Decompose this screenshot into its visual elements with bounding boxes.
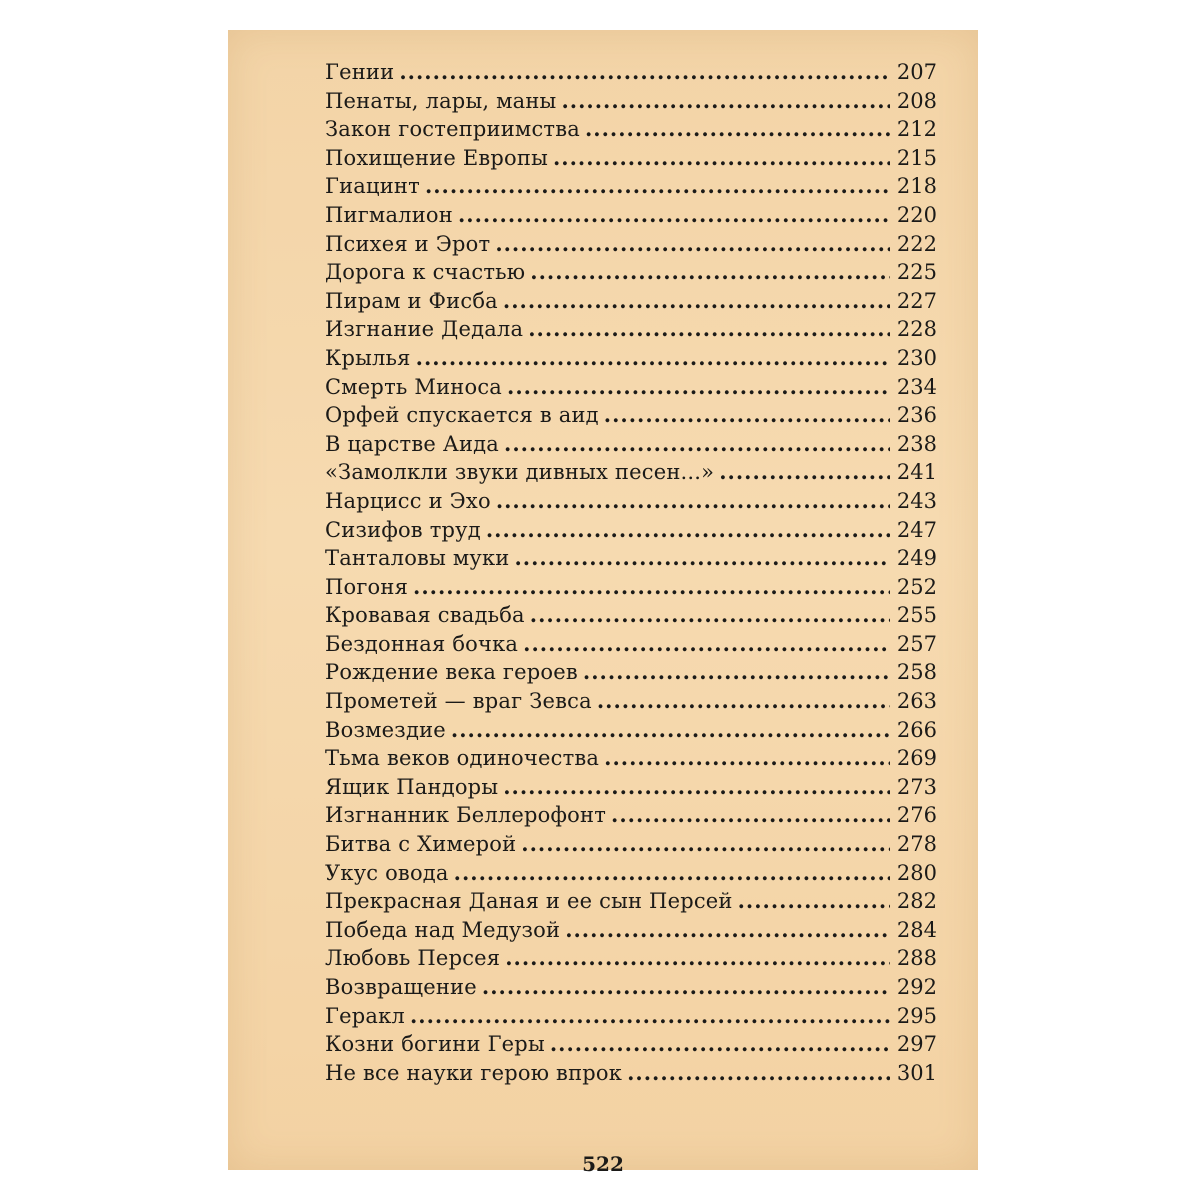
toc-entry-title: Дорога к счастью [325,260,526,285]
toc-entry-page: 295 [896,1003,937,1028]
toc-entry [325,458,937,487]
toc-entry-page: 241 [896,460,937,485]
dot-leader [530,258,890,286]
toc-entry-title: Психея и Эрот [325,231,491,256]
toc-entry [325,201,937,230]
toc-entry-page: 288 [896,946,937,971]
toc-entry [325,344,937,373]
toc-entry-title: Геракл [325,1003,405,1028]
toc-entry [325,601,937,630]
toc-entry [325,658,937,687]
toc-entry-title: Изгнание Дедала [325,317,524,342]
toc-entry-page: 257 [896,631,937,656]
dot-leader [503,287,890,315]
toc-entry-title: Победа над Медузой [325,917,561,942]
toc-entry [325,230,937,259]
toc-entry [325,87,937,116]
dot-leader [561,87,890,115]
toc-entry-title: Тьма веков одиночества [325,746,600,771]
toc-entry [325,1030,937,1059]
toc-entry-page: 284 [896,917,937,942]
toc-entry [325,144,937,173]
dot-leader [399,58,890,86]
toc-entry-page: 292 [896,975,937,999]
dot-leader [507,373,890,401]
toc-entry-page: 220 [896,202,937,227]
toc-entry [325,487,937,516]
toc-entry [325,1059,937,1088]
toc-entry-title: Смерть Миноса [325,374,503,399]
dot-leader [521,830,890,858]
toc-entry-page: 297 [896,1032,937,1057]
toc-entry-title: Орфей спускается в аид [325,403,599,428]
toc-entry-page: 301 [896,1060,937,1085]
table-of-contents [325,58,937,1087]
dot-leader [451,716,890,744]
toc-entry [325,859,937,888]
toc-entry-page: 276 [896,803,937,828]
toc-entry-page: 236 [896,403,937,428]
toc-entry-title: Возвращение [325,975,477,999]
toc-entry-page: 247 [896,517,937,542]
dot-leader [530,601,890,629]
toc-entry-page: 255 [896,603,937,628]
toc-entry [325,916,937,945]
dot-leader [719,458,890,486]
toc-entry-page: 269 [896,746,937,771]
toc-entry-title: Сизифов труд [325,517,481,542]
toc-entry-title: Пирам и Фисба [325,288,498,313]
toc-entry-title: В царстве Аида [325,431,500,456]
toc-entry-title: Похищение Европы [325,145,548,170]
toc-entry [325,516,937,545]
toc-entry-page: 238 [896,431,937,456]
toc-entry [325,58,937,87]
toc-entry-title: Крылья [325,345,411,370]
toc-entry [325,172,937,201]
toc-entry-page: 212 [896,117,937,142]
dot-leader [416,344,890,372]
toc-entry [325,258,937,287]
toc-entry-page: 249 [896,546,937,571]
toc-entry-title: Пигмалион [325,202,453,227]
dot-leader [425,172,890,200]
toc-entry-title: Козни богини Геры [325,1032,545,1057]
dot-leader [413,573,890,601]
toc-entry-page: 215 [896,145,937,170]
dot-leader [514,544,890,572]
toc-entry-title: Битва с Химерой [325,832,517,857]
dot-leader [597,687,890,715]
toc-entry [325,887,937,916]
dot-leader [410,1002,890,1030]
toc-entry-title: Погоня [325,574,409,599]
dot-leader [495,230,890,258]
toc-entry [325,401,937,430]
toc-entry-page: 230 [896,345,937,370]
toc-entry-page: 252 [896,574,937,599]
toc-entry-page: 222 [896,231,937,256]
dot-leader [454,859,890,887]
toc-entry-page: 218 [896,174,937,199]
toc-entry [325,315,937,344]
toc-entry-title: Бездонная бочка [325,631,519,656]
book-page [228,30,978,1176]
page-number: 522 [582,1152,624,1176]
toc-entry-page: 227 [896,288,937,313]
toc-entry-title: Нарцисс и Эхо [325,488,491,513]
dot-leader [528,315,890,343]
dot-leader [627,1059,890,1087]
dot-leader [503,773,890,801]
toc-entry-title: Любовь Персея [325,946,501,971]
dot-leader [486,516,890,544]
toc-entry-title: Гении [325,60,395,84]
toc-entry [325,430,937,459]
toc-entry-title: Ящик Пандоры [325,774,499,799]
toc-entry [325,944,937,973]
toc-entry-page: 258 [896,660,937,685]
dot-leader [482,973,890,1001]
toc-entry-title: Прекрасная Даная и ее сын Персей [325,889,733,914]
toc-entry [325,687,937,716]
toc-entry-title: Закон гостеприимства [325,117,580,142]
toc-entry [325,544,937,573]
dot-leader [738,887,890,915]
toc-entry-title: Укус овода [325,860,449,885]
toc-entry [325,373,937,402]
toc-entry-title: Не все науки герою впрок [325,1060,623,1085]
dot-leader [504,430,890,458]
toc-entry-title: Рождение века героев [325,660,578,685]
dot-leader [611,801,890,829]
dot-leader [550,1030,890,1058]
toc-entry-page: 273 [896,774,937,799]
toc-entry-title: Возмездие [325,717,446,742]
toc-entry [325,115,937,144]
dot-leader [458,201,890,229]
dot-leader [496,487,890,515]
dot-leader [585,115,890,143]
toc-entry-page: 207 [896,60,937,84]
toc-entry-title: Танталовы муки [325,546,510,571]
toc-entry-page: 208 [896,88,937,113]
toc-entry [325,630,937,659]
toc-entry-page: 278 [896,832,937,857]
toc-entry-title: Кровавая свадьба [325,603,525,628]
toc-entry-page: 282 [896,889,937,914]
toc-entry [325,830,937,859]
toc-entry [325,773,937,802]
toc-entry-page: 225 [896,260,937,285]
toc-entry-title: Пенаты, лары, маны [325,88,557,113]
toc-entry-title: Изгнанник Беллерофонт [325,803,607,828]
toc-entry [325,716,937,745]
toc-entry-title: Гиацинт [325,174,420,199]
toc-entry-title: «Замолкли звуки дивных песен...» [325,460,715,485]
toc-entry [325,744,937,773]
dot-leader [565,916,890,944]
toc-entry-page: 243 [896,488,937,513]
dot-leader [523,630,890,658]
toc-entry-page: 263 [896,689,937,714]
dot-leader [583,658,890,686]
dot-leader [553,144,890,172]
toc-entry [325,801,937,830]
dot-leader [505,944,890,972]
toc-entry [325,573,937,602]
dot-leader [604,744,890,772]
toc-entry [325,1002,937,1031]
toc-entry-page: 234 [896,374,937,399]
dot-leader [604,401,890,429]
toc-entry-page: 266 [896,717,937,742]
toc-entry-title: Прометей — враг Зевса [325,689,592,714]
toc-entry-page: 228 [896,317,937,342]
toc-entry [325,287,937,316]
toc-entry-page: 280 [896,860,937,885]
toc-entry [325,973,937,1002]
